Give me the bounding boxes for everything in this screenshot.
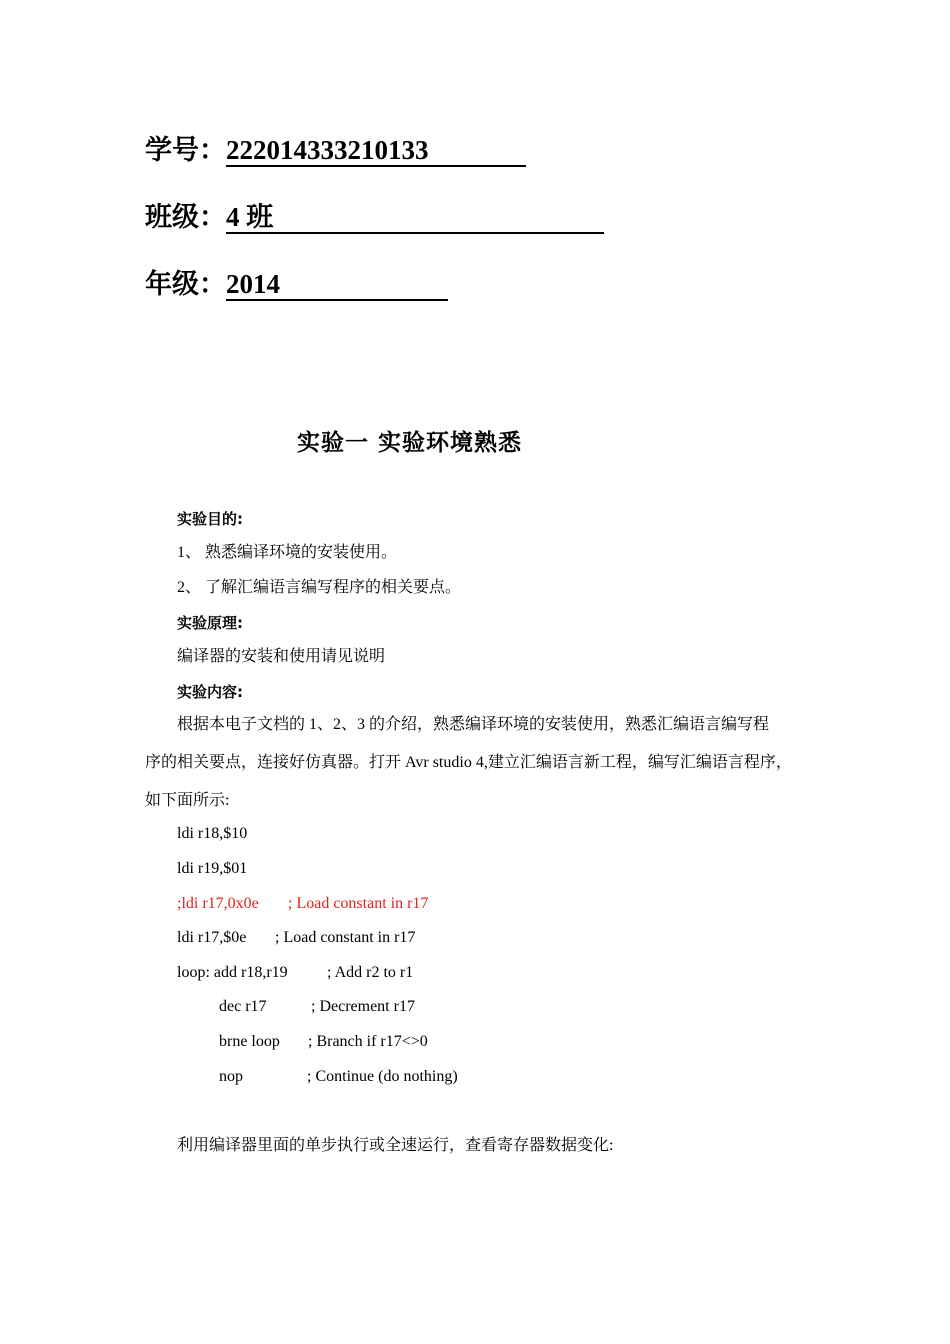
content-paragraph-line-3: 如下面所示: <box>145 792 230 809</box>
code-line-1: ldi r18,$10 <box>177 825 248 842</box>
principle-text: 编译器的安装和使用请见说明 <box>177 648 386 665</box>
purpose-heading: 实验目的: <box>177 510 243 528</box>
code-line-4-comment: ; Load constant in r17 <box>275 929 416 946</box>
experiment-title: 实验一 实验环境熟悉 <box>297 430 523 456</box>
code-line-3-instruction: ;ldi r17,0x0e <box>177 895 259 912</box>
student-id-label: 学号： <box>145 135 226 165</box>
code-line-7-instruction: brne loop <box>219 1033 280 1050</box>
code-line-2: ldi r19,$01 <box>177 860 248 877</box>
class-value: 4 班 <box>226 202 604 234</box>
code-line-5-instruction: loop: add r18,r19 <box>177 964 288 981</box>
code-line-3-comment: ; Load constant in r17 <box>288 895 429 912</box>
student-id-value: 222014333210133 <box>226 135 526 167</box>
content-heading: 实验内容: <box>177 683 243 701</box>
footer-instruction-text: 利用编译器里面的单步执行或全速运行，查看寄存器数据变化: <box>177 1137 614 1154</box>
code-line-5-comment: ; Add r2 to r1 <box>327 964 414 981</box>
code-line-8-comment: ; Continue (do nothing) <box>307 1068 458 1085</box>
grade-label: 年级： <box>145 269 226 299</box>
code-line-3 <box>177 894 259 914</box>
code-line-6-comment: ; Decrement r17 <box>311 998 415 1015</box>
class-row <box>145 200 604 234</box>
content-paragraph-line-1: 根据本电子文档的 1、2、3 的介绍，熟悉编译环境的安装使用，熟悉汇编语言编写程 <box>177 716 770 733</box>
principle-heading: 实验原理: <box>177 614 243 632</box>
class-label: 班级： <box>145 202 226 232</box>
purpose-item-2: 2、 了解汇编语言编写程序的相关要点。 <box>177 579 462 596</box>
code-line-6-instruction: dec r17 <box>219 998 267 1015</box>
code-line-7-comment: ; Branch if r17<>0 <box>308 1033 428 1050</box>
grade-value: 2014 <box>226 269 448 301</box>
purpose-item-1: 1、 熟悉编译环境的安装使用。 <box>177 544 398 561</box>
grade-row <box>145 267 448 301</box>
student-id-row <box>145 133 526 167</box>
code-line-8-instruction: nop <box>219 1068 243 1085</box>
content-paragraph-line-2: 序的相关要点，连接好仿真器。打开 Avr studio 4,建立汇编语言新工程，编写汇编语言程序， <box>145 754 792 771</box>
code-line-4-instruction: ldi r17,$0e <box>177 929 247 946</box>
